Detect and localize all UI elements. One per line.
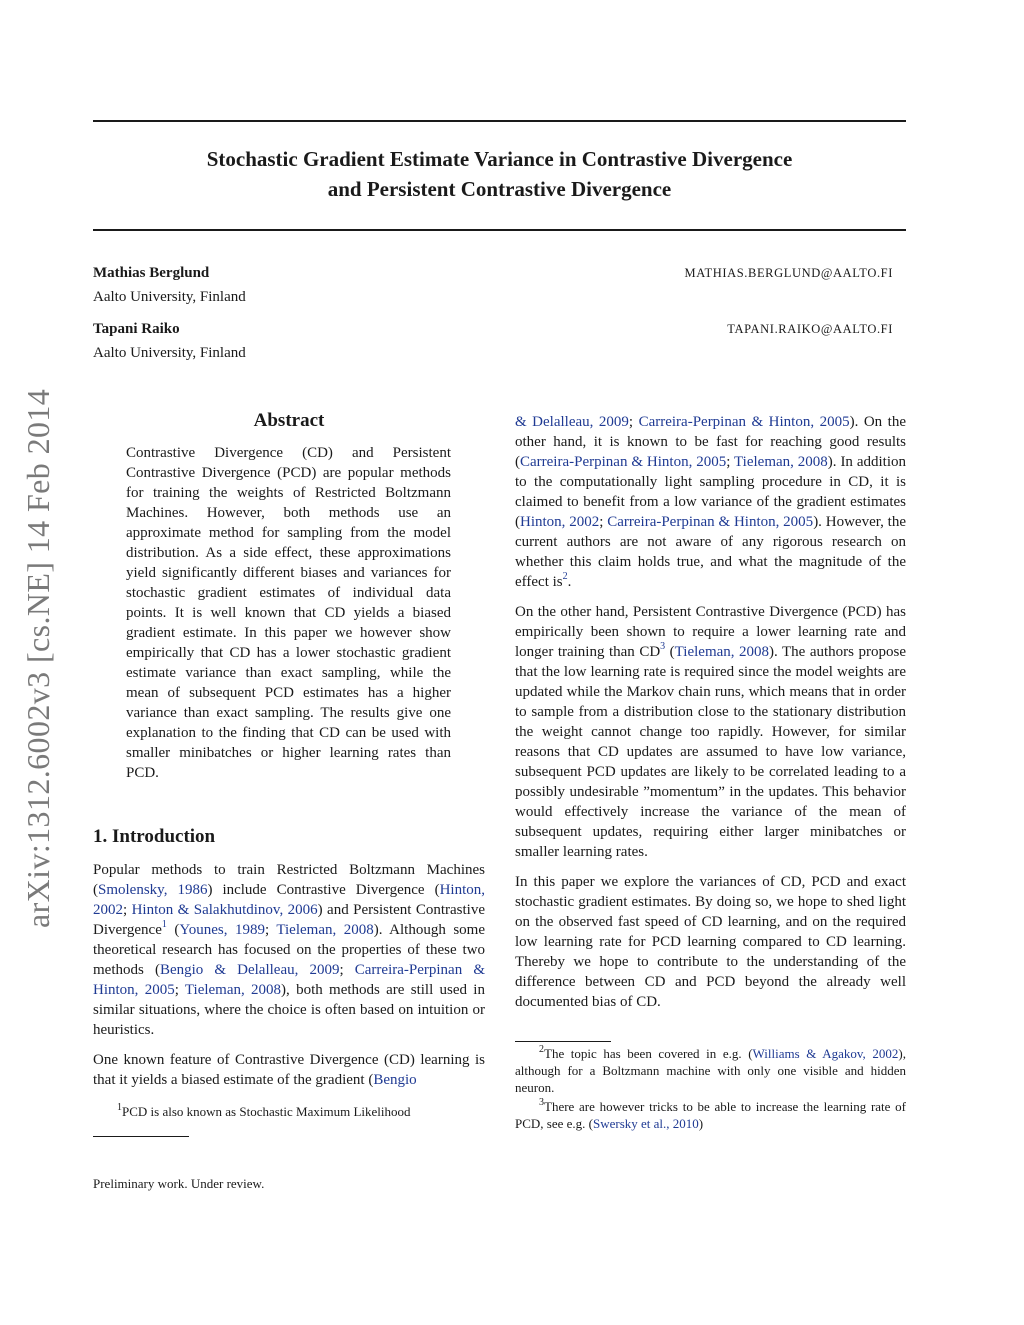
citation-link[interactable]: Tieleman, 2008 — [184, 982, 282, 998]
citation-link[interactable]: Tieleman, 2008 — [734, 454, 828, 470]
title-top-rule — [93, 120, 906, 122]
text-span: . — [567, 574, 572, 590]
intro-paragraph-2-continued: & Delalleau, 2009; Carreira-Perpinan & Hinton, 2005). On the other hand, it is known to be fast for reaching good results (Carreira-Perpinan & Hinton, 2005; Tieleman, 2008). In addition to the computationally light sampling procedure in CD, it is claimed to benefit from a low variance of the gradient estimates (Hinton, 2002; Carreira-Perpinan & Hinton, 2005). However, the current authors are not aware of any rigorous research on whether this claim holds true, and what the magnitude of the effect $is^2$. — [515, 414, 907, 590]
text-span: ) include Contrastive Divergence ( — [207, 882, 440, 898]
footnote-text: PCD is also known as Stochastic Maximum Likelihood — [122, 1104, 411, 1119]
footnote-ref-1[interactable]: 1 — [161, 919, 167, 930]
text-span: ), although for a Boltzmann machine with only one visible and hidden neuron. — [515, 1046, 906, 1095]
footnote-1 — [93, 1103, 485, 1120]
text-span: On the other hand, Persistent Contrastive Divergence (PCD) has empirically been shown to require a lower learning rate and longer training than CD — [515, 604, 906, 660]
text-span: ). On the other hand, it is known to be fast for reaching good results ( — [515, 414, 906, 470]
author-name-1: Mathias Berglund — [93, 265, 210, 281]
arxiv-identifier[interactable]: arXiv:1312.6002v3 [cs.NE] 14 Feb 2014 — [20, 388, 56, 928]
page-footer: Preliminary work. Under review. — [93, 1176, 265, 1191]
text-span: ) and Persistent Contrastive Divergence — [93, 902, 486, 938]
text-span: ) — [698, 1116, 704, 1131]
footnote-rule-right — [515, 1041, 611, 1042]
citation-link[interactable]: Younes, 1989 — [179, 922, 265, 938]
paper-title — [93, 144, 906, 204]
citation-link[interactable]: Carreira-Perpinan & Hinton, 2005 — [93, 962, 485, 998]
text-span: ), both methods are still used in similar situations, where the choice is often based on intuition or heuristics. — [93, 982, 485, 1038]
citation-link[interactable]: Hinton, 2002 — [93, 882, 486, 918]
intro-left-column — [93, 860, 485, 1090]
footnote-rule-left — [93, 1136, 189, 1137]
text-span: ). Although some theoretical research has focused on the properties of these two methods ( — [93, 922, 486, 978]
footnote-ref-3[interactable]: 3 — [660, 641, 666, 652]
citation-link[interactable]: Hinton & Salakhutdinov, 2006 — [131, 902, 318, 918]
text-span: ). The authors propose that the low learning rate is required since the model weights are updated while the Markov chain runs, which means that in order to sample from a distribution close to the stationary distribution the weight cannot change too rapidly. However, for similar reasons that CD updates are assumed to have low variance, subsequent PCD updates are likely to be correlated leading to a possibly undesirable ”momentum” in the updates. This behavior would effectively increase the variance of the mean of subsequent updates, requiring either larger minibatches or smaller learning rates. — [515, 644, 906, 860]
citation-link[interactable]: Williams & Agakov, 2002 — [752, 1046, 899, 1061]
intro-paragraph-2 — [93, 1050, 485, 1090]
footnote-3 — [515, 1098, 906, 1132]
text-span: One known feature of Contrastive Divergence (CD) learning is that it yields a biased estimate of the gradient ( — [93, 1052, 485, 1088]
footnotes-right — [515, 1045, 906, 1132]
citation-link[interactable]: Bengio & Delalleau, 2009 — [159, 962, 340, 978]
author-email-1[interactable]: MATHIAS.BERGLUND@AALTO.FI — [684, 266, 893, 280]
text-span: The topic has been covered in e.g. ( — [544, 1046, 753, 1061]
intro-paragraph-1: Popular methods to train Restricted Boltzmann Machines (Smolensky, 1986) include Contrastive Divergence (Hinton, 2002; Hinton & Salakhutdinov, 2006) and Persistent Contrastive Divergence$^1$ (Younes, 1989; Tieleman, 2008). Although some theoretical research has focused on the properties of these two methods (Bengio & Delalleau, 2009; Carreira-Perpinan & Hinton, 2005; Tieleman, 2008), both methods are still used in similar situations, where the choice is often based on intuition or heuristics. — [93, 862, 486, 1038]
intro-paragraph-3: On the other hand, Persistent Contrastive Divergence (PCD) has empirically been shown to require a lower learning rate and longer training than $CD^3$ (Tieleman, 2008). The authors propose that the low learning rate is required since the model weights are updated while the Markov chain runs, which means that in order to sample from a distribution close to the stationary distribution the weight cannot change too rapidly. However, for similar reasons that CD updates are assumed to have low variance, subsequent PCD updates are likely to be correlated leading to a possibly undesirable ”momentum” in the updates. This behavior would effectively increase the variance of the mean of subsequent updates, requiring either larger minibatches or smaller learning rates. — [515, 604, 906, 860]
abstract-heading: Abstract — [253, 410, 325, 431]
author-affiliation-2: Aalto University, Finland — [93, 345, 246, 361]
citation-link[interactable]: & Delalleau, 2009 — [515, 414, 629, 430]
abstract-text: Contrastive Divergence (CD) and Persistent Contrastive Divergence (PCD) are popular methods for training the weights of Restricted Boltzmann Machines. However, both methods use an approximate method for sampling from the model distribution. As a side effect, these approximations yield significantly different biases and variances for stochastic gradient estimates of individual data points. It is well known that CD yields a biased gradient estimate. In this paper we however show empirically that CD has a lower stochastic gradient estimate variance than exact sampling, while the mean of subsequent PCD estimates has a higher variance than exact sampling. The results give one explanation to the finding that CD can be used with smaller minibatches or higher learning rates than PCD. — [126, 445, 451, 781]
section-heading-introduction: 1. Introduction — [93, 826, 216, 847]
title-line-1: Stochastic Gradient Estimate Variance in Contrastive Divergence — [206, 147, 793, 171]
intro-right-column — [515, 412, 906, 1012]
citation-link[interactable]: Tieleman, 2008 — [674, 644, 770, 660]
author-name-2: Tapani Raiko — [93, 321, 180, 337]
citation-link[interactable]: Swersky et al., 2010 — [593, 1116, 699, 1131]
citation-link[interactable]: Hinton, 2002 — [520, 514, 600, 530]
text-span: ). In addition to the computationally light sampling procedure in CD, it is claimed to benefit from a low variance of the gradient estimates ( — [515, 454, 906, 530]
footnote-2 — [515, 1045, 906, 1096]
title-bottom-rule — [93, 229, 906, 231]
author-email-2[interactable]: TAPANI.RAIKO@AALTO.FI — [727, 322, 893, 336]
citation-link[interactable]: Carreira-Perpinan & Hinton, 2005 — [520, 454, 727, 470]
text-span: There are however tricks to be able to increase the learning rate of PCD, see e.g. ( — [515, 1099, 906, 1131]
citation-link[interactable]: Carreira-Perpinan & Hinton, 2005 — [607, 514, 814, 530]
footnote-number: 3 — [539, 1096, 544, 1108]
citation-link[interactable]: Tieleman, 2008 — [276, 922, 374, 938]
abstract-body — [126, 443, 451, 783]
citation-link[interactable]: Carreira-Perpinan & Hinton, 2005 — [638, 414, 850, 430]
citation-link[interactable]: Smolensky, 1986 — [98, 882, 208, 898]
citation-link[interactable]: Bengio — [373, 1072, 417, 1088]
author-affiliation-1: Aalto University, Finland — [93, 289, 246, 305]
footnote-ref-2[interactable]: 2 — [562, 571, 568, 582]
footnote-number: 2 — [539, 1043, 544, 1055]
title-line-2: and Persistent Contrastive Divergence — [327, 177, 672, 201]
intro-paragraph-4: In this paper we explore the variances of CD, PCD and exact stochastic gradient estimates. By doing so, we hope to shed light on the observed fast speed of CD learning, and on the required low learning rate for PCD learning compared to CD learning. Thereby we hope to contribute to the understanding of the difference between CD and PCD beyond the already well documented bias of CD. — [515, 874, 906, 1010]
text-span: ). However, the current authors are not aware of any rigorous research on whether this claim holds true, and what the magnitude of the effect is — [515, 514, 907, 590]
footnote-number: 1 — [117, 1101, 122, 1113]
text-span: Popular methods to train Restricted Boltzmann Machines ( — [93, 862, 485, 898]
